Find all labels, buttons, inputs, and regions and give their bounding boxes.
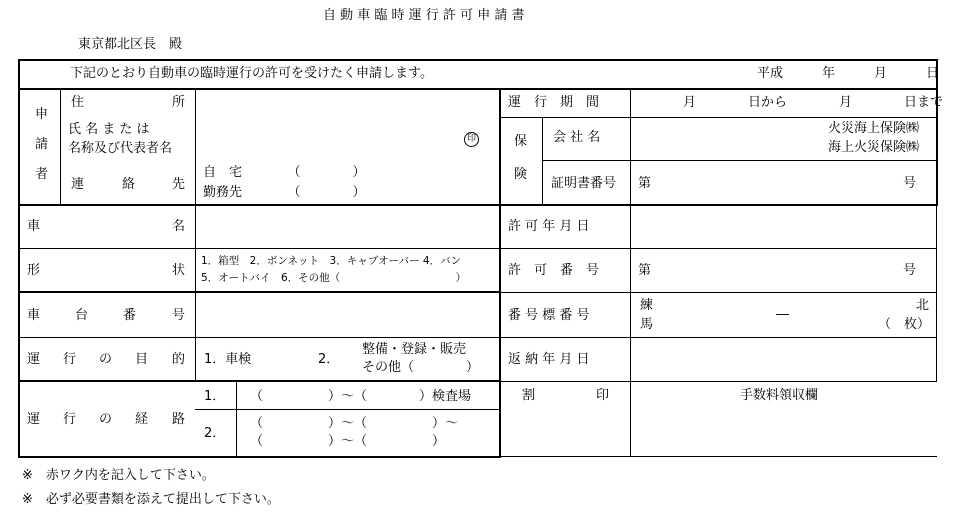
purpose-label-4: 目 (135, 352, 149, 367)
period-value: 月 日から 月 日まで (683, 95, 944, 110)
period-label: 運 行 期 間 (508, 95, 600, 110)
purpose-option-2b: その他（ ） (362, 360, 480, 375)
chassis-label-2: 台 (75, 308, 89, 323)
route-label-3: の (99, 412, 113, 427)
purpose-label-5: 的 (172, 352, 186, 367)
applicant-side-label-3: 者 (35, 167, 49, 182)
stamp-label-1: 割 (522, 388, 536, 403)
vehicle-name-label-2: 名 (172, 219, 186, 234)
note-1: ※ 赤ワク内を記入して下さい。 (22, 468, 215, 483)
note-2: ※ 必ず必要書類を添えて提出して下さい。 (22, 492, 280, 507)
chassis-label-4: 号 (172, 308, 186, 323)
contact-work: 勤務先 （ ） (203, 185, 366, 200)
fee-label: 手数料領収欄 (740, 388, 819, 403)
route-label-2: 行 (63, 412, 77, 427)
company-label: 会 社 名 (553, 130, 601, 145)
plate-ren: 練 (640, 298, 654, 313)
permit-no-prefix: 第 (638, 263, 652, 278)
permit-no-label: 許 可 番 号 (508, 263, 600, 278)
route-number-1: 1． (204, 389, 226, 404)
purpose-option-1: 1．車検 (204, 352, 252, 367)
shape-options-1: 1．箱型 2．ボンネット 3．キャブオーバー 4．バン (201, 255, 462, 267)
purpose-label-2: 行 (63, 352, 77, 367)
company-option-2: 海上火災保険㈱ (828, 140, 920, 155)
document-title: 自 動 車 臨 時 運 行 許 可 申 請 書 (323, 8, 525, 23)
contact-home: 自 宅 （ ） (203, 165, 366, 180)
contact-label-3: 先 (172, 177, 186, 192)
insurance-side-label-2: 険 (514, 167, 528, 182)
route-label-4: 経 (135, 412, 149, 427)
plate-kita: 北 (916, 298, 930, 313)
plate-count: （ 枚） (878, 317, 931, 332)
chassis-label-1: 車 (27, 308, 41, 323)
date-line: 平成 年 月 日 (757, 66, 940, 81)
purpose-label-1: 運 (27, 352, 41, 367)
name-label-2: 名称及び代表者名 (68, 141, 173, 156)
chassis-label-3: 番 (123, 308, 137, 323)
addressee: 東京都北区長 殿 (78, 37, 183, 52)
route-row-2a: （ ）～（ ）～ (250, 416, 459, 431)
seal-mark-icon: 印 (464, 132, 479, 147)
name-label-1: 氏 名 ま た は (68, 122, 150, 137)
route-label-5: 路 (172, 412, 186, 427)
contact-label-1: 連 (71, 177, 85, 192)
purpose-option-2a: 整備・登録・販売 (362, 342, 467, 357)
applicant-side-label-2: 請 (35, 137, 49, 152)
insurance-side-label-1: 保 (514, 134, 528, 149)
route-label-1: 運 (27, 412, 41, 427)
contact-label-2: 絡 (122, 177, 136, 192)
cert-prefix: 第 (638, 176, 652, 191)
shape-label-1: 形 (27, 263, 41, 278)
permit-no-suffix: 号 (903, 263, 917, 278)
purpose-option-2-number: 2． (318, 352, 340, 367)
plate-label: 番 号 標 番 号 (508, 308, 590, 323)
permit-date-label: 許 可 年 月 日 (508, 219, 590, 234)
address-label-1: 住 (71, 95, 85, 110)
shape-label-2: 状 (172, 263, 186, 278)
company-option-1: 火災海上保険㈱ (828, 121, 920, 136)
route-number-2: 2． (204, 426, 226, 441)
shape-options-2: 5．オートバイ 6．その他（ ） (201, 272, 467, 284)
return-date-label: 返 納 年 月 日 (508, 352, 590, 367)
plate-dash: ― (776, 307, 789, 322)
address-label-2: 所 (172, 95, 186, 110)
route-row-1: （ ）～（ ）検査場 (250, 389, 472, 404)
purpose-label-3: の (99, 352, 113, 367)
route-row-2b: （ ）～（ ） (250, 434, 446, 449)
intro-text: 下記のとおり自動車の臨時運行の許可を受けたく申請します。 (70, 66, 433, 81)
cert-label: 証明書番号 (551, 176, 617, 191)
vehicle-name-label-1: 車 (27, 219, 41, 234)
cert-suffix: 号 (903, 176, 917, 191)
plate-ma: 馬 (640, 317, 654, 332)
stamp-label-2: 印 (596, 388, 610, 403)
applicant-side-label-1: 申 (35, 107, 49, 122)
